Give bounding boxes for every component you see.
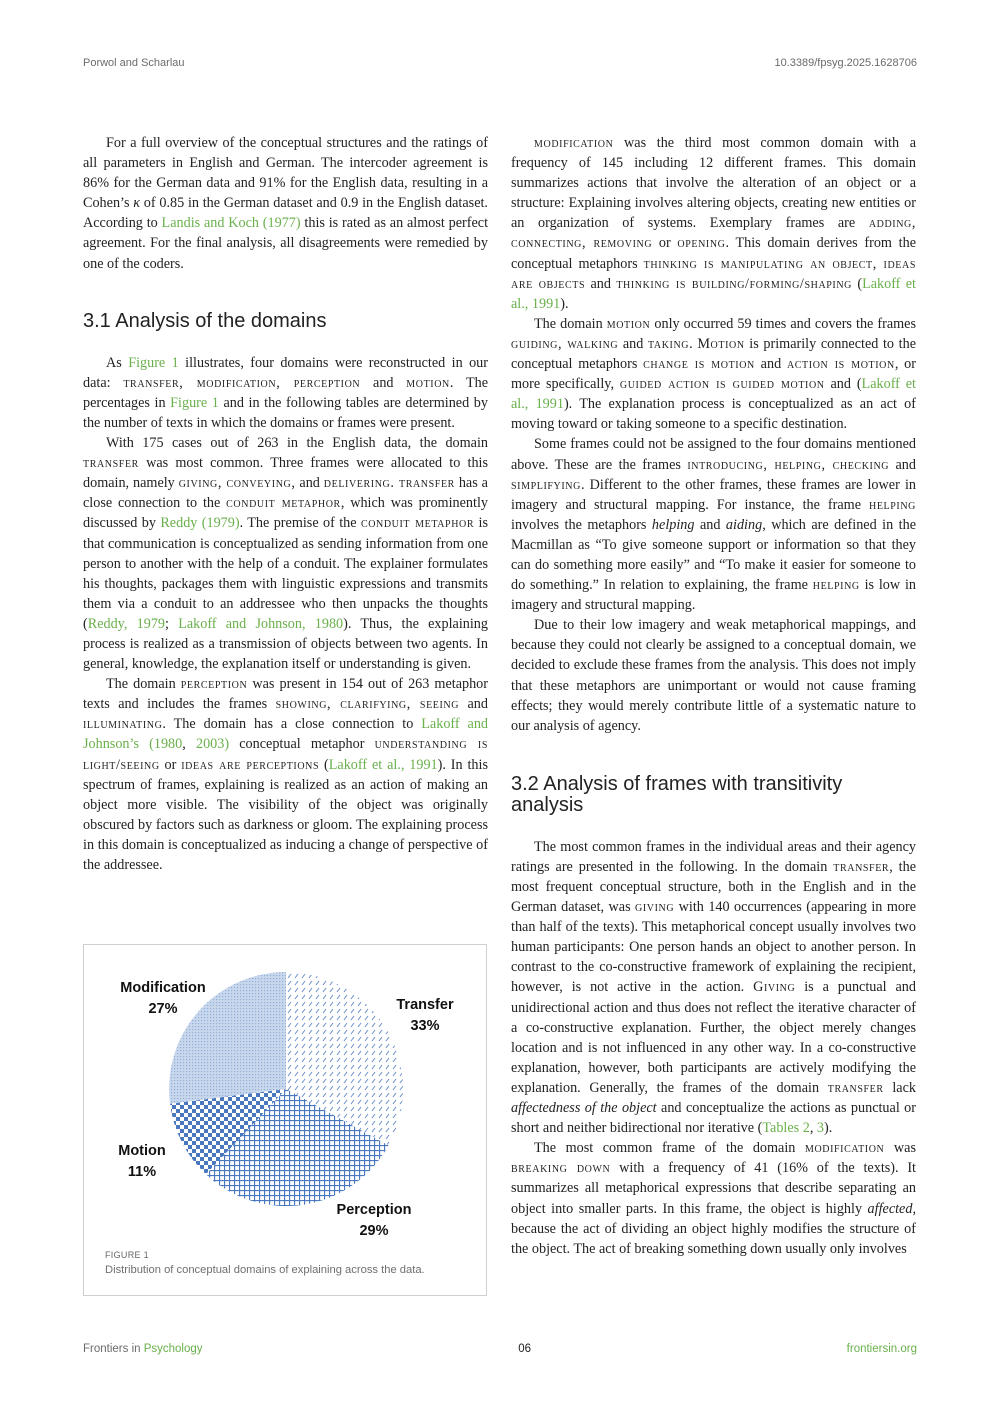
citation-link[interactable]: 2003) bbox=[195, 736, 230, 753]
small-caps-term: breaking down bbox=[511, 1160, 611, 1177]
label-name: Transfer bbox=[396, 997, 454, 1013]
text: . bbox=[689, 335, 698, 352]
figure-caption: Distribution of conceptual domains of explaining across the data. bbox=[105, 1264, 425, 1276]
citation-link[interactable]: Lakoff et al., 1991 bbox=[511, 376, 916, 413]
paragraph-modification bbox=[511, 133, 916, 314]
small-caps-term: helping bbox=[869, 496, 916, 513]
left-column bbox=[83, 133, 488, 875]
text: lack bbox=[883, 1079, 916, 1096]
citation-link[interactable]: Lakoff and Johnson’s (1980 bbox=[83, 716, 489, 753]
label-modification bbox=[108, 978, 218, 1020]
paragraph-intercoder bbox=[83, 133, 488, 274]
text: ). In this spectrum of frames, explaining is realized as an action of making an object more visible. The visibility of the object was originally obscured by factors such as darkness or gloom. The explaining process in this domain is conceptualized as inducing a change of perspective of the addressee. bbox=[83, 756, 488, 873]
text: , or more specifically, bbox=[511, 356, 916, 393]
text: and bbox=[754, 356, 787, 373]
running-header bbox=[83, 57, 917, 69]
text: . This domain derives from the conceptual metaphors bbox=[511, 235, 916, 272]
text: . The domain has a close connection to bbox=[162, 716, 422, 733]
text: or bbox=[159, 756, 182, 773]
text: was most common. Three frames were allocated to this domain, namely bbox=[83, 455, 488, 492]
small-caps-term: guided action is guided motion bbox=[619, 376, 825, 393]
text: The most common frames in the individual areas and their agency ratings are presented in the following. In the domain bbox=[511, 838, 916, 875]
text: , which was prominently discussed by bbox=[83, 495, 488, 532]
figure-link[interactable]: Figure 1 bbox=[128, 354, 179, 371]
text: , bbox=[809, 1120, 817, 1137]
paragraph-giving bbox=[511, 837, 916, 1138]
citation-link[interactable]: Reddy, 1979 bbox=[87, 615, 166, 632]
table-link[interactable]: Tables 2 bbox=[762, 1120, 810, 1137]
text: is that communication is conceptualized as sending information from one person to another with the help of a conduit. The explainer formulates his thoughts, packages them with linguistic expressions and transmits them via a conduit to an addressee who then unpacks the thoughts ( bbox=[83, 515, 488, 632]
italic-term: affectedness of the object bbox=[511, 1100, 657, 1117]
figure-1 bbox=[83, 944, 487, 1296]
text: only occurred 59 times and covers the frames bbox=[650, 315, 916, 332]
text: or bbox=[652, 235, 678, 252]
label-pct: 29% bbox=[359, 1223, 389, 1239]
text: is primarily connected to the conceptual metaphors bbox=[511, 335, 916, 373]
text: , the most frequent conceptual structure, both in the English and in the German dataset, was bbox=[511, 858, 916, 916]
small-caps-term: giving, conveying, bbox=[178, 475, 296, 492]
small-caps-term: Motion bbox=[697, 335, 745, 352]
journal-name[interactable] bbox=[83, 1343, 203, 1355]
small-caps-term: perception bbox=[180, 676, 248, 693]
text: For a full overview of the conceptual structures and the ratings of all parameters in English and German. The intercoder agreement is 86% for the German data and 91% for the English data, resulting in a Cohen’s bbox=[83, 135, 488, 212]
journal-title: Psychology bbox=[143, 1343, 203, 1355]
paragraph-motion bbox=[511, 314, 916, 435]
small-caps-term: opening bbox=[677, 235, 726, 252]
italic-term: helping bbox=[651, 516, 695, 533]
small-caps-term: transfer bbox=[83, 455, 139, 472]
text: . The percentages in bbox=[83, 374, 488, 411]
label-name: Modification bbox=[120, 980, 206, 996]
header-doi[interactable]: 10.3389/fpsyg.2025.1628706 bbox=[774, 57, 917, 69]
citation-link[interactable]: Lakoff et al., 1991 bbox=[511, 275, 916, 312]
small-caps-term: adding, connecting, removing bbox=[511, 215, 916, 252]
small-caps-term: introducing, helping, checking bbox=[687, 456, 890, 473]
text: ; bbox=[165, 615, 179, 632]
figure-number: FIGURE 1 bbox=[105, 1250, 149, 1260]
text: As bbox=[106, 354, 129, 371]
text: and bbox=[360, 374, 407, 391]
citation-link[interactable]: Lakoff et al., 1991 bbox=[328, 756, 438, 773]
text: ). bbox=[560, 295, 569, 312]
small-caps-term: transfer, modification, perception bbox=[123, 374, 361, 391]
text: . Different to the other frames, these frames are lower in imagery and structural mapping. For instance, the frame bbox=[511, 476, 916, 513]
text: , which are defined in the Macmillan as “To give someone support or information so that they can do something more easily” and “To make it easier for someone to do something.” In relation to explaining, the frame bbox=[511, 516, 916, 594]
small-caps-term: change is motion bbox=[643, 356, 755, 373]
text: was bbox=[884, 1140, 916, 1157]
text: ( bbox=[852, 275, 863, 292]
label-perception bbox=[324, 1200, 424, 1242]
text: and bbox=[694, 516, 726, 533]
text: and bbox=[459, 696, 488, 713]
text: and conceptualize the actions as punctual or short and neither bidirectional nor iterative ( bbox=[511, 1100, 916, 1137]
kappa-symbol: κ bbox=[133, 195, 141, 212]
table-link[interactable]: 3 bbox=[816, 1120, 824, 1137]
small-caps-term: transfer bbox=[833, 858, 890, 875]
text: The domain bbox=[106, 676, 181, 693]
paragraph-breaking-down bbox=[511, 1138, 916, 1259]
section-heading-3-2: 3.2 Analysis of frames with transitivity analysis bbox=[511, 772, 843, 816]
label-transfer bbox=[380, 995, 470, 1037]
right-column bbox=[511, 133, 916, 1259]
text: with 140 occurrences (appearing in more than half of the texts). This metaphorical concept usually involves two human participants: One person hands an object to another person. In contrast to the co-constructive framework of explaining the recipient, however, is not active in the action. bbox=[511, 899, 916, 996]
small-caps-term: modification bbox=[804, 1140, 885, 1157]
paragraph-exclusion: Due to their low imagery and weak metaphorical mappings, and because they could not clearly be assigned to a conceptual domain, we decided to exclude these frames from the analysis. This does not imply that these metaphors are unimportant or would not cause framing effects; they would merely contribute little of a systematic nature to our analysis of agency. bbox=[511, 617, 916, 734]
small-caps-term: ideas are perceptions bbox=[181, 756, 320, 773]
small-caps-term: giving bbox=[635, 899, 675, 916]
small-caps-term: illuminating bbox=[83, 716, 163, 733]
label-pct: 27% bbox=[148, 1001, 178, 1017]
small-caps-term: thinking is manipulating an object, ideas are objects bbox=[511, 255, 916, 292]
citation-link[interactable]: Reddy (1979) bbox=[160, 515, 240, 532]
small-caps-term: motion bbox=[406, 374, 450, 391]
text: was the third most common domain with a frequency of 145 including 12 different frames. This domain summarizes actions that involve the alteration of an object or a structure: Explaining involves altering objects, creating new entities or an organization of systems. Exemplary frames are bbox=[511, 135, 916, 232]
italic-term: affected bbox=[867, 1200, 913, 1217]
text: , because the act of dividing an object highly modifies the structure of the object. The act of breaking something down usually only involves bbox=[511, 1200, 916, 1257]
text: Some frames could not be assigned to the four domains mentioned above. These are the frames bbox=[511, 436, 916, 473]
text: of 0.85 in the German dataset and 0.9 in the English dataset. According to bbox=[83, 195, 488, 232]
text: and bbox=[295, 475, 324, 492]
small-caps-term: delivering. transfer bbox=[323, 475, 455, 492]
text: . The premise of the bbox=[239, 515, 361, 532]
small-caps-term: motion bbox=[606, 315, 651, 332]
journal-prefix: Frontiers in bbox=[83, 1343, 144, 1355]
paragraph-perception bbox=[83, 674, 488, 875]
header-authors: Porwol and Scharlau bbox=[83, 57, 185, 69]
text: and ( bbox=[824, 376, 862, 393]
text: conceptual metaphor bbox=[229, 736, 375, 753]
paragraph-domains bbox=[83, 353, 488, 433]
label-pct: 11% bbox=[127, 1164, 157, 1180]
small-caps-term: taking bbox=[648, 335, 690, 352]
small-caps-term: guiding, walking bbox=[511, 335, 619, 352]
small-caps-term: thinking is building/forming/shaping bbox=[616, 275, 852, 292]
text: this is rated as an almost perfect agreement. For the final analysis, all disagreements were remedied by one of the coders. bbox=[83, 215, 489, 272]
small-caps-term: showing, clarifying, seeing bbox=[275, 696, 460, 713]
figure-link[interactable]: Figure 1 bbox=[170, 394, 219, 411]
label-name: Perception bbox=[336, 1202, 412, 1218]
text: The most common frame of the domain bbox=[534, 1140, 805, 1157]
site-link[interactable]: frontiersin.org bbox=[846, 1343, 917, 1355]
text: and bbox=[585, 275, 617, 292]
text: With 175 cases out of 263 in the English data, the domain bbox=[106, 435, 488, 452]
text: ( bbox=[319, 756, 329, 773]
text: illustrates, four domains were reconstructed in our data: bbox=[83, 354, 488, 391]
text: was present in 154 out of 263 metaphor texts and includes the frames bbox=[83, 676, 488, 713]
small-caps-term: transfer bbox=[827, 1079, 884, 1096]
citation-link[interactable]: Landis and Koch (1977) bbox=[161, 215, 301, 232]
text: and in the following tables are determined by the number of texts in which the domains or frames were present. bbox=[83, 394, 488, 431]
text: is a punctual and unidirectional action and thus does not reflect the iterative character of a co-constructive explanation. Further, the object merely changes location and is not influenced in any other way. In a co-constructive explanation, however, both participants are actively modifying the explanation. Generally, the frames of the domain bbox=[511, 979, 916, 1096]
text: ). The explanation process is conceptualized as an act of moving toward or taking someone to a specific destination. bbox=[511, 396, 916, 433]
small-caps-term: simplifying bbox=[511, 476, 581, 493]
label-name: Motion bbox=[118, 1143, 166, 1159]
text: with a frequency of 41 (16% of the texts). It summarizes all metaphorical expressions that describe separating an object into smaller parts. In this frame, the object is highly bbox=[511, 1160, 916, 1217]
page-number: 06 bbox=[518, 1343, 531, 1355]
running-footer bbox=[83, 1343, 917, 1355]
text: is low in imagery and structural mapping. bbox=[511, 577, 916, 614]
text: and bbox=[889, 456, 916, 473]
small-caps-term: understanding is light/seeing bbox=[83, 736, 489, 773]
small-caps-term: conduit metaphor bbox=[226, 495, 341, 512]
label-motion bbox=[104, 1141, 180, 1183]
small-caps-term: helping bbox=[812, 577, 860, 594]
citation-link[interactable]: Lakoff and Johnson, 1980 bbox=[178, 615, 344, 632]
label-pct: 33% bbox=[410, 1018, 440, 1034]
small-caps-term: conduit metaphor bbox=[360, 515, 475, 532]
text: involves the metaphors bbox=[511, 516, 652, 533]
paragraph-unassigned-frames bbox=[511, 434, 916, 615]
text: The domain bbox=[534, 315, 607, 332]
text: ). Thus, the explaining process is realized as a transmission of objects between two agents. In general, knowledge, the explanation itself or understanding is given. bbox=[83, 615, 488, 673]
small-caps-term: Giving bbox=[753, 979, 796, 996]
text: ). bbox=[824, 1120, 833, 1137]
paragraph-transfer bbox=[83, 433, 488, 674]
small-caps-term: action is motion bbox=[786, 356, 895, 373]
text: , bbox=[182, 736, 196, 753]
small-caps-term: modification bbox=[534, 135, 614, 151]
italic-term: aiding bbox=[725, 516, 763, 533]
text: has a close connection to the bbox=[83, 475, 488, 512]
section-heading-3-1: 3.1 Analysis of the domains bbox=[83, 309, 327, 332]
text: and bbox=[618, 335, 648, 352]
